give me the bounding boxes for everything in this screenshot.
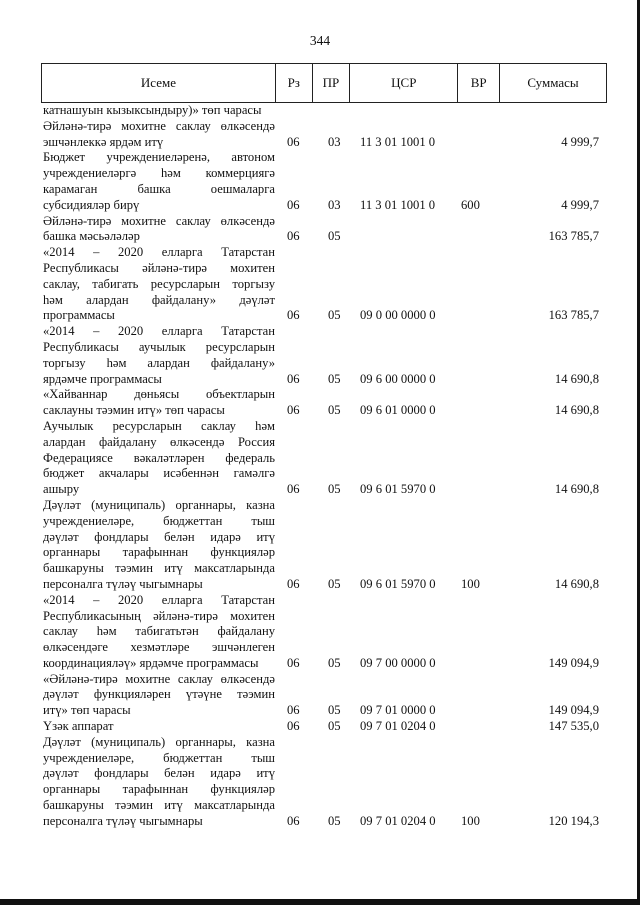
row-name-line: карамаган башка оешмаларга [43, 181, 275, 196]
row-vr: 100 [461, 813, 480, 828]
row-sum: 147 535,0 [548, 719, 599, 734]
row-name-line: учреждениеләре, бюджеттан тыш [43, 513, 275, 528]
row-name-line: Республикасы әйләнә-тирә мохитен [43, 260, 275, 275]
row-name-line: «2014 – 2020 елларга Татарстан [43, 324, 275, 339]
row-name [43, 719, 275, 735]
row-name-line: бюджет акчалары исәбеннән гамәлгә [43, 466, 275, 481]
row-pr: 05 [328, 371, 341, 386]
row-pr: 05 [328, 229, 341, 244]
row-name-line: Республикасының әйләнә-тирә мохитен [43, 608, 275, 623]
table-row [43, 245, 599, 324]
row-name-line: программасы [43, 308, 115, 323]
row-name [43, 214, 275, 246]
row-name-line: Федерациясе вәкаләтләрен федераль [43, 450, 275, 465]
row-name [43, 498, 275, 593]
row-name-line: эшчәнлеккә ярдәм итү [43, 134, 164, 149]
table-row [43, 719, 599, 735]
row-sum: 149 094,9 [548, 703, 599, 718]
row-csr: 09 7 01 0000 0 [360, 703, 436, 718]
row-name [43, 324, 275, 387]
table-row [43, 672, 599, 719]
row-pr: 03 [328, 134, 341, 149]
row-name-line: саклау, табигать ресурсларын торгызу [43, 276, 275, 291]
row-rz: 06 [287, 229, 300, 244]
header-sum: Суммасы [527, 75, 579, 90]
row-name-line: «2014 – 2020 елларга Татарстан [43, 245, 275, 260]
row-sum: 4 999,7 [561, 134, 599, 149]
page-number: 344 [309, 33, 331, 48]
table-row [43, 150, 599, 213]
page-frame-bottom [0, 899, 640, 905]
row-pr: 05 [328, 719, 341, 734]
row-pr: 05 [328, 576, 341, 591]
row-rz: 06 [287, 576, 300, 591]
table-row [43, 387, 599, 419]
row-name-line: алардан файдалану өлкәсендә Россия [43, 434, 275, 449]
row-name [43, 103, 275, 119]
row-name-line: Дәүләт (муниципаль) органнары, казна [43, 734, 275, 749]
row-sum: 120 194,3 [548, 813, 599, 828]
table-body [43, 103, 599, 830]
row-pr: 05 [328, 482, 341, 497]
row-name-line: саклау һәм табигатьтән файдалану [43, 624, 275, 639]
table-header [41, 63, 607, 103]
row-pr: 05 [328, 813, 341, 828]
row-name [43, 672, 275, 719]
row-name-line: һәм алардан файдалану» дәүләт [43, 292, 275, 307]
row-rz: 06 [287, 813, 300, 828]
row-csr: 09 7 01 0204 0 [360, 813, 436, 828]
row-name-line: органнары тарафыннан функцияләр [43, 545, 275, 560]
row-csr: 11 3 01 1001 0 [360, 134, 436, 149]
row-name-line: «Әйләнә-тирә мохитне саклау өлкәсендә [43, 671, 275, 686]
row-name [43, 245, 275, 324]
row-sum: 4 999,7 [561, 197, 599, 212]
table-row [43, 119, 599, 151]
row-name-line: дәүләт фондлары белән идарә итү [43, 766, 275, 781]
row-name-line: ашыру [43, 482, 80, 497]
row-sum: 14 690,8 [554, 482, 599, 497]
row-sum: 149 094,9 [548, 655, 599, 670]
row-pr: 03 [328, 197, 341, 212]
row-vr: 100 [461, 576, 480, 591]
row-name-line: катнашуын кызыксындыру)» төп чарасы [43, 103, 262, 117]
row-name-line: Үзәк аппарат [43, 719, 114, 734]
row-name-line: Республикасы аучылык ресурсларын [43, 339, 275, 354]
row-csr: 09 0 00 0000 0 [360, 308, 436, 323]
row-vr: 600 [461, 197, 480, 212]
row-name [43, 593, 275, 672]
row-rz: 06 [287, 197, 300, 212]
row-name [43, 419, 275, 498]
row-name-line: дәүләт фондлары белән идарә итү [43, 529, 275, 544]
row-rz: 06 [287, 134, 300, 149]
row-name-line: персоналга түләү чыгымнары [43, 813, 203, 828]
header-csr: ЦСР [350, 64, 458, 102]
row-pr: 05 [328, 403, 341, 418]
row-name-line: «Хайваннар дөньясы объектларын [43, 387, 275, 402]
row-name-line: өлкәсендәге хезмәтләре эшчәнлеген [43, 640, 275, 655]
row-csr: 09 6 00 0000 0 [360, 371, 436, 386]
row-csr: 09 6 01 5970 0 [360, 576, 436, 591]
header-name: Исеме [42, 64, 276, 102]
row-rz: 06 [287, 371, 300, 386]
row-rz: 06 [287, 655, 300, 670]
row-sum: 14 690,8 [554, 371, 599, 386]
row-name [43, 119, 275, 151]
header-rz: Рз [276, 64, 313, 102]
row-name-line: торгызу һәм алардан файдалану» [43, 355, 275, 370]
row-name-line: органнары тарафыннан функцияләр [43, 782, 275, 797]
row-name-line: Әйләнә-тирә мохитне саклау өлкәсендә [43, 118, 275, 133]
table-row [43, 324, 599, 387]
row-name-line: субсидияләр бирү [43, 197, 140, 212]
row-rz: 06 [287, 403, 300, 418]
row-name-line: учреждениеләре, бюджеттан тыш [43, 750, 275, 765]
row-csr: 11 3 01 1001 0 [360, 197, 436, 212]
row-name-line: итү» төп чарасы [43, 703, 131, 718]
row-csr: 09 7 00 0000 0 [360, 655, 436, 670]
row-name [43, 735, 275, 830]
row-name-line: Аучылык ресурсларын саклау һәм [43, 418, 275, 433]
row-rz: 06 [287, 308, 300, 323]
row-csr: 09 6 01 5970 0 [360, 482, 436, 497]
row-name-line: Дәүләт (муниципаль) органнары, казна [43, 497, 275, 512]
row-csr: 09 7 01 0204 0 [360, 719, 436, 734]
row-name-line: учреждениеләргә һәм коммерциягә [43, 166, 275, 181]
row-sum: 14 690,8 [554, 403, 599, 418]
table-row [43, 593, 599, 672]
row-name-line: башка мәсьәләләр [43, 229, 140, 244]
table-row [43, 735, 599, 830]
row-name-line: ярдәмче программасы [43, 371, 162, 386]
row-sum: 163 785,7 [548, 229, 599, 244]
row-name-line: башкаруны тәэмин итү максатларында [43, 798, 275, 813]
row-name-line: персоналга түләү чыгымнары [43, 576, 203, 591]
row-name [43, 150, 275, 213]
row-rz: 06 [287, 703, 300, 718]
row-name-line: башкаруны тәэмин итү максатларында [43, 561, 275, 576]
row-rz: 06 [287, 719, 300, 734]
row-name-line: дәүләт функцияләрен үтәүне тәэмин [43, 687, 275, 702]
header-vr: ВР [458, 64, 500, 102]
row-sum: 163 785,7 [548, 308, 599, 323]
row-pr: 05 [328, 308, 341, 323]
header-pr: ПР [313, 64, 351, 102]
row-name-line: «2014 – 2020 елларга Татарстан [43, 592, 275, 607]
row-name-line: Бюджет учреждениеләренә, автоном [43, 150, 275, 165]
row-name [43, 387, 275, 419]
row-name-line: саклауны тәэмин итү» төп чарасы [43, 403, 225, 418]
row-name-line: Әйләнә-тирә мохитне саклау өлкәсендә [43, 213, 275, 228]
table-row [43, 419, 599, 498]
row-pr: 05 [328, 655, 341, 670]
row-pr: 05 [328, 703, 341, 718]
row-csr: 09 6 01 0000 0 [360, 403, 436, 418]
table-row [43, 103, 599, 119]
row-name-line: координацияләү» ярдәмче программасы [43, 655, 259, 670]
table-row [43, 498, 599, 593]
row-rz: 06 [287, 482, 300, 497]
table-row [43, 214, 599, 246]
row-sum: 14 690,8 [554, 576, 599, 591]
